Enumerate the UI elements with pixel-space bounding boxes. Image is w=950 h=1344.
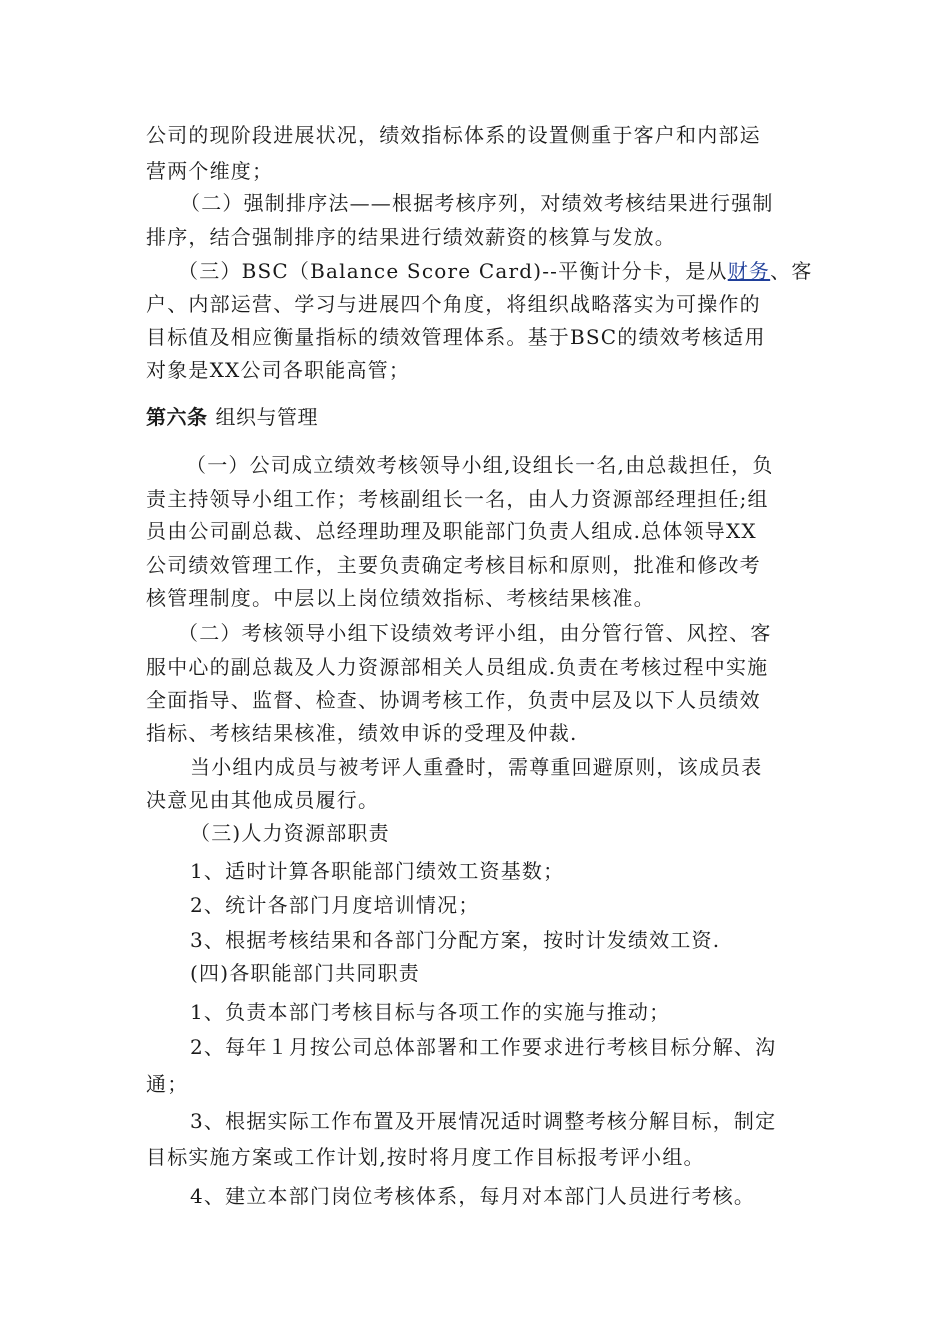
list-item: 4、建立本部门岗位考核体系，每月对本部门人员进行考核。 xyxy=(190,1184,756,1208)
section-heading: （三)人力资源部职责 xyxy=(190,821,390,845)
paragraph-line: 公司绩效管理工作，主要负责确定考核目标和原则，批准和修改考 xyxy=(146,553,761,577)
paragraph-line: 户、内部运营、学习与进展四个角度，将组织战略落实为可操作的 xyxy=(146,292,761,316)
paragraph-line: 全面指导、监督、检查、协调考核工作，负责中层及以下人员绩效 xyxy=(146,688,761,712)
text-segment: （三）BSC（Balance Score Card)--平衡计分卡，是从 xyxy=(178,259,728,283)
paragraph-line: 目标值及相应衡量指标的绩效管理体系。基于BSC的绩效考核适用 xyxy=(146,325,766,349)
paragraph-line: 对象是XX公司各职能高管； xyxy=(146,358,411,382)
paragraph-line: 指标、考核结果核准，绩效申诉的受理及仲裁. xyxy=(146,721,578,745)
list-item-continuation: 目标实施方案或工作计划,按时将月度工作目标报考评小组。 xyxy=(146,1145,705,1169)
article-heading xyxy=(146,402,318,432)
paragraph-line: 服中心的副总裁及人力资源部相关人员组成.负责在考核过程中实施 xyxy=(146,655,769,679)
paragraph-line: 责主持领导小组工作；考核副组长一名，由人力资源部经理担任;组 xyxy=(146,487,769,511)
paragraph-line: （二）强制排序法——根据考核序列，对绩效考核结果进行强制 xyxy=(180,191,774,215)
paragraph-line: 营两个维度； xyxy=(146,159,274,183)
text-segment: 、客 xyxy=(770,259,813,283)
paragraph-line: （二）考核领导小组下设绩效考评小组，由分管行管、风控、客 xyxy=(178,621,772,645)
list-item: 3、根据实际工作布置及开展情况适时调整考核分解目标，制定 xyxy=(190,1109,777,1133)
paragraph-line: 员由公司副总裁、总经理助理及职能部门负责人组成.总体领导XX xyxy=(146,519,757,543)
article-label: 第六条 xyxy=(146,405,208,429)
paragraph-line: 公司的现阶段进展状况，绩效指标体系的设置侧重于客户和内部运 xyxy=(146,123,761,147)
list-item: 2、统计各部门月度培训情况； xyxy=(190,893,480,917)
list-item: 1、适时计算各职能部门绩效工资基数； xyxy=(190,859,565,883)
finance-link[interactable]: 财务 xyxy=(727,259,771,283)
list-item: 2、每年１月按公司总体部署和工作要求进行考核目标分解、沟 xyxy=(190,1035,777,1059)
paragraph-line: 核管理制度。中层以上岗位绩效指标、考核结果核准。 xyxy=(146,586,655,610)
article-title: 组织与管理 xyxy=(215,405,318,429)
list-item: 1、负责本部门考核目标与各项工作的实施与推动； xyxy=(190,1000,671,1024)
paragraph-line: 决意见由其他成员履行。 xyxy=(146,788,380,812)
section-heading: (四)各职能部门共同职责 xyxy=(190,961,421,985)
list-item: 3、根据考核结果和各部门分配方案，按时计发绩效工资. xyxy=(190,928,721,952)
paragraph-line: 当小组内成员与被考评人重叠时，需尊重回避原则，该成员表 xyxy=(190,755,763,779)
paragraph-line xyxy=(178,256,813,286)
paragraph-line: 排序，结合强制排序的结果进行绩效薪资的核算与发放。 xyxy=(146,225,676,249)
paragraph-line: （一）公司成立绩效考核领导小组,设组长一名,由总裁担任，负 xyxy=(186,453,774,477)
list-item-continuation: 通； xyxy=(146,1072,189,1096)
